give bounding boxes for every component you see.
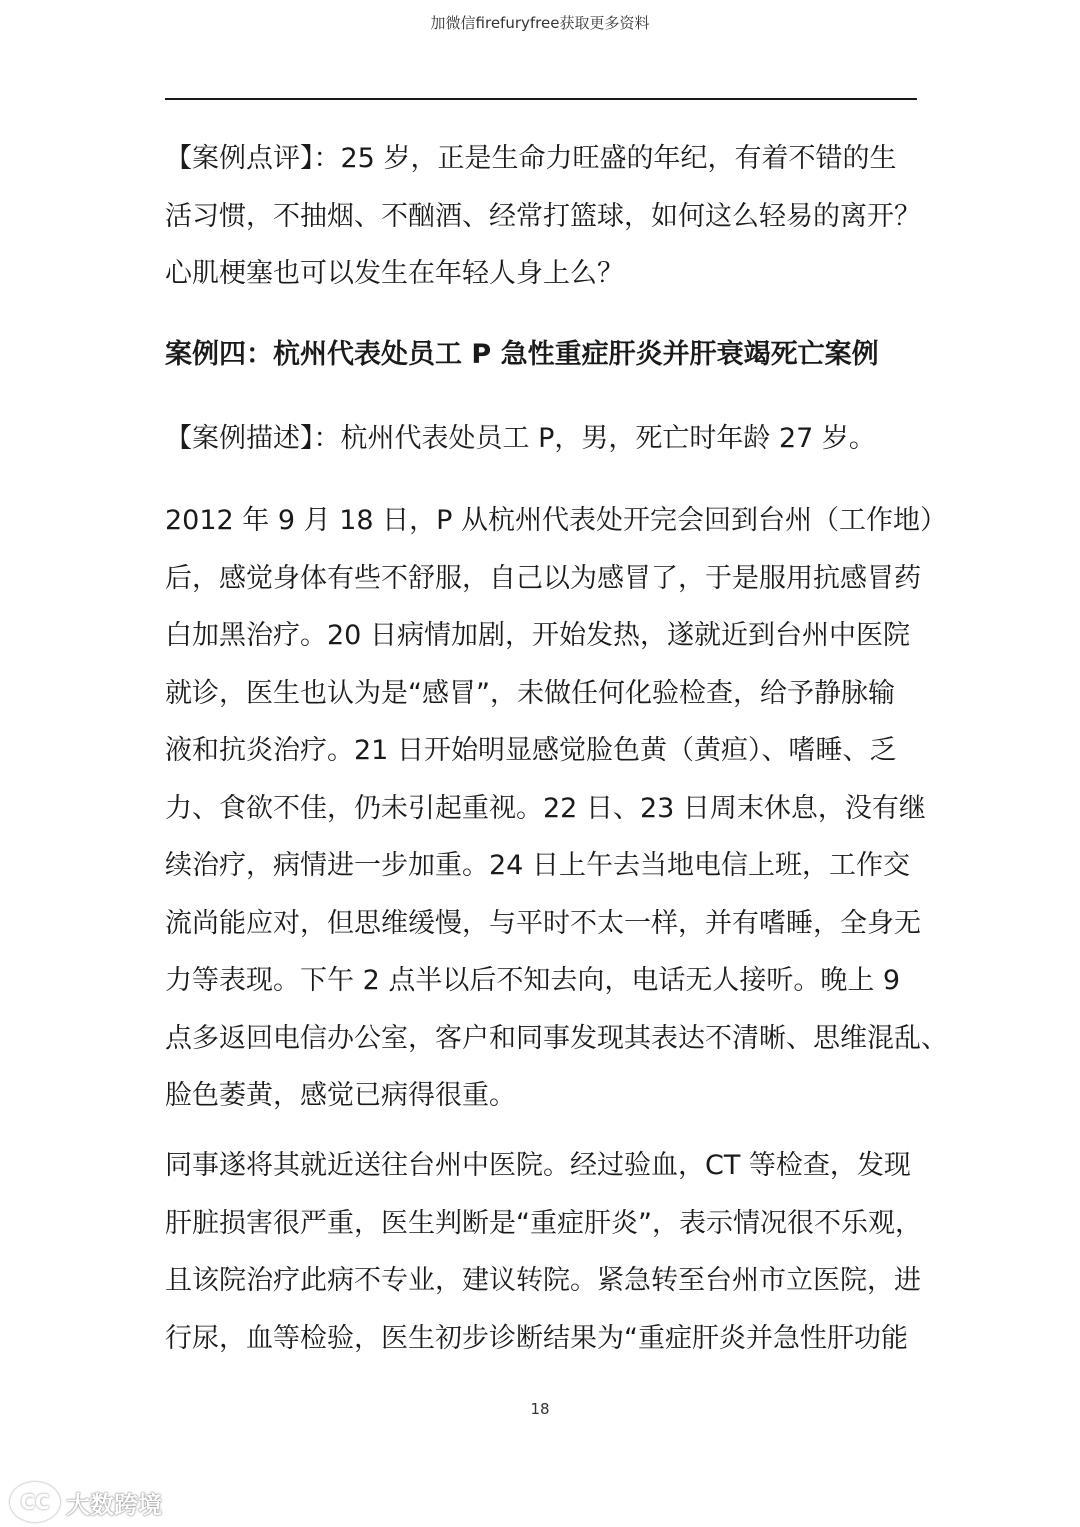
- paragraph-line: 流尚能应对，但思维缓慢，与平时不太一样，并有嗜睡，全身无: [165, 907, 921, 939]
- paragraph-line: 就诊，医生也认为是“感冒”，未做任何化验检查，给予静脉输: [165, 677, 895, 709]
- page-header: 加微信firefuryfree获取更多资料: [430, 14, 650, 32]
- case-four-description-text: 【案例描述】：杭州代表处员工 P，男，死亡时年龄 27 岁。: [165, 423, 876, 454]
- paragraph-line: 液和抗炎治疗。21 日开始明显感觉脸色黄（黄疸）、嗜睡、乏: [165, 735, 897, 766]
- paragraph-line: 且该院治疗此病不专业，建议转院。紧急转至台州市立医院，进: [165, 1265, 921, 1296]
- paragraph-line: 肝脏损害很严重，医生判断是“重症肝炎”，表示情况很不乐观，: [165, 1207, 922, 1239]
- watermark-text: 大数跨境: [66, 1490, 162, 1519]
- review-line: 活习惯，不抽烟、不酗酒、经常打篮球，如何这么轻易的离开？: [165, 200, 921, 232]
- paragraph-line: 点多返回电信办公室，客户和同事发现其表达不清晰、思维混乱、: [165, 1022, 948, 1054]
- review-line: 心肌梗塞也可以发生在年轻人身上么？: [165, 258, 624, 289]
- header-divider: [165, 98, 917, 100]
- review-line: 【案例点评】：25 岁，正是生命力旺盛的年纪，有着不错的生: [165, 143, 897, 174]
- case-four-title: [165, 326, 917, 384]
- paragraph-line: 力、食欲不佳，仍未引起重视。22 日、23 日周末休息，没有继: [165, 792, 926, 824]
- review-paragraph: [165, 130, 921, 303]
- page-number: 18: [530, 1400, 550, 1418]
- paragraph-line: 行尿，血等检验，医生初步诊断结果为“重症肝炎并急性肝功能: [165, 1322, 908, 1354]
- paragraph-line: 2012 年 9 月 18 日，P 从杭州代表处开完会回到台州（工作地）: [165, 505, 948, 536]
- watermark-logo-icon: CC: [10, 1482, 60, 1522]
- case-four-paragraph-1: [165, 492, 948, 1125]
- paragraph-line: 白加黑治疗。20 日病情加剧，开始发热，遂就近到台州中医院: [165, 620, 910, 651]
- case-four-paragraph-2: [165, 1137, 922, 1367]
- watermark: [10, 1482, 162, 1522]
- paragraph-line: 脸色萎黄，感觉已病得很重。: [165, 1080, 516, 1111]
- paragraph-line: 同事遂将其就近送往台州中医院。经过验血，CT 等检查，发现: [165, 1150, 911, 1181]
- case-four-description: [165, 410, 917, 468]
- case-four-title-text: 案例四：杭州代表处员工 P 急性重症肝炎并肝衰竭死亡案例: [165, 339, 879, 370]
- paragraph-line: 力等表现。下午 2 点半以后不知去向，电话无人接听。晚上 9: [165, 965, 901, 996]
- paragraph-line: 续治疗，病情进一步加重。24 日上午去当地电信上班，工作交: [165, 850, 910, 881]
- paragraph-line: 后，感觉身体有些不舒服，自己以为感冒了，于是服用抗感冒药: [165, 562, 921, 594]
